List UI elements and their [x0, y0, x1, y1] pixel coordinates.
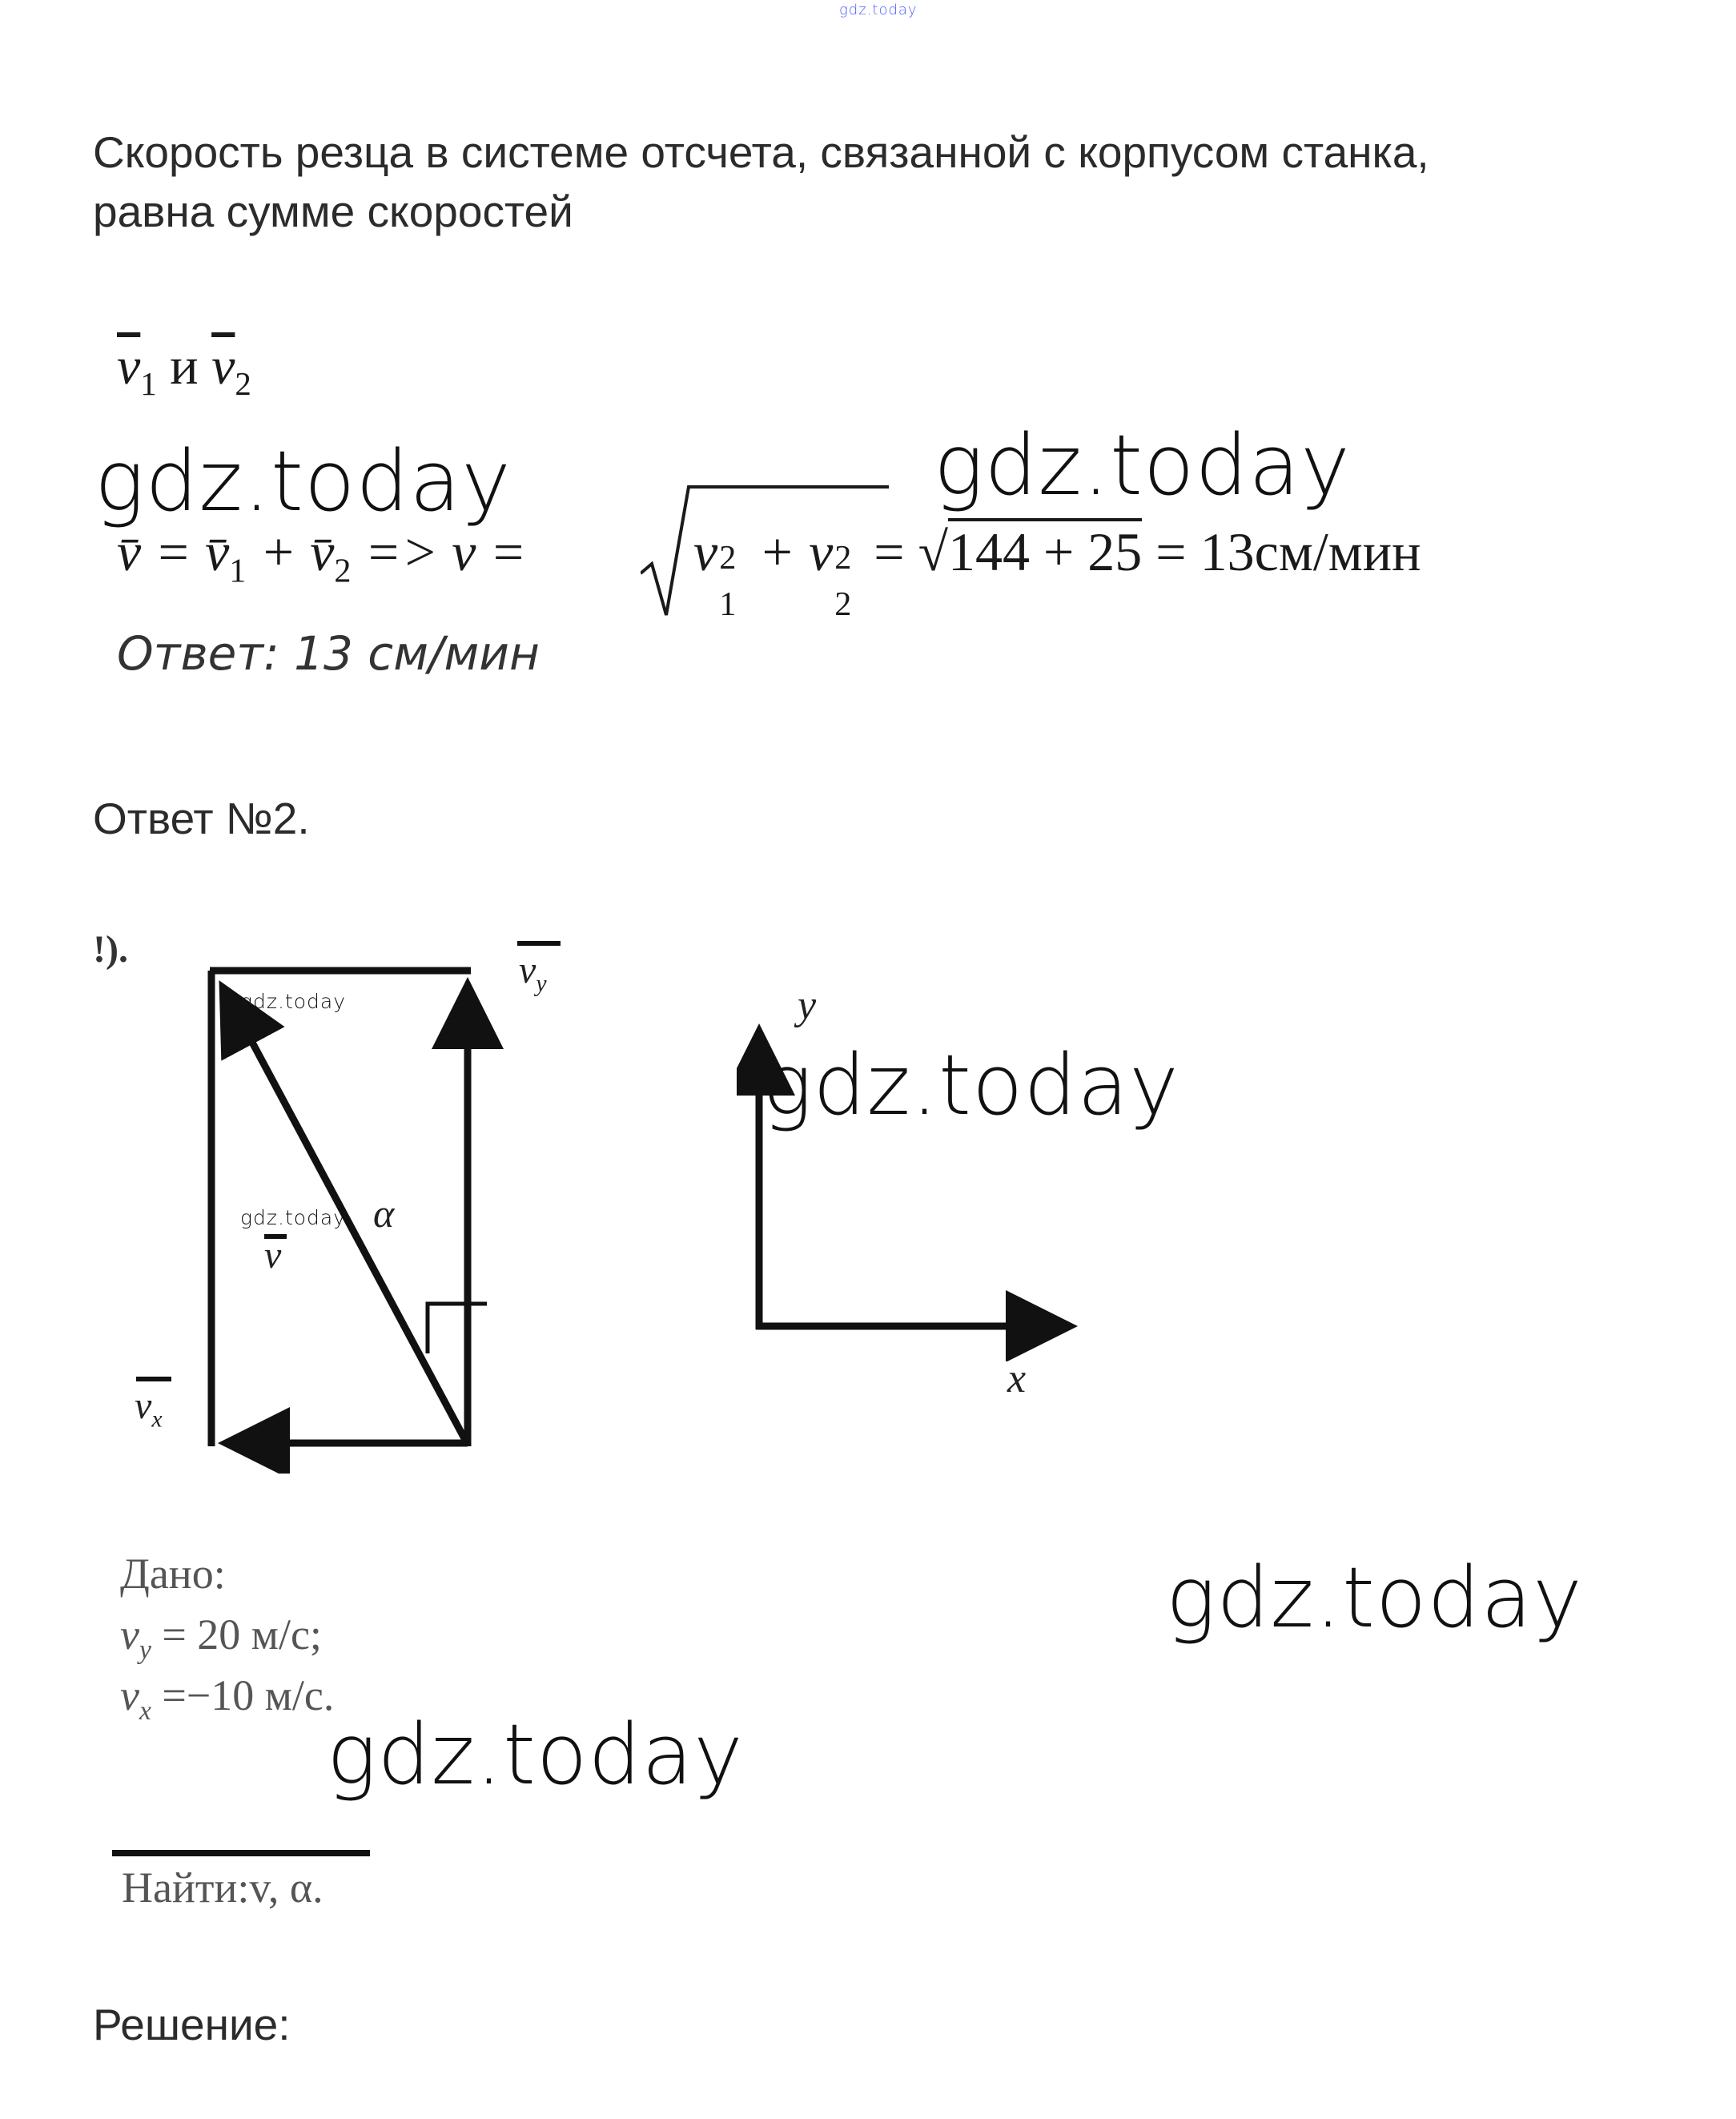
top-watermark: gdz.today [839, 2, 918, 18]
vy-letter: v [519, 949, 536, 991]
v1-sub: 1 [140, 366, 157, 403]
watermark-1: gdz.today [94, 432, 512, 530]
v-label: v [264, 1234, 282, 1277]
intro-line-1: Скорость резца в системе отсчета, связанной с корпусом станка, [93, 127, 1429, 177]
rad-v2-sub: 2 [834, 585, 852, 623]
watermark-5: gdz.today [327, 1706, 744, 1803]
watermark-3: gdz.today [762, 1036, 1179, 1134]
answer-heading: Ответ №2. [93, 794, 310, 843]
axis-x-label: x [1007, 1356, 1027, 1401]
v1-symbol: $\overline{v}$ [117, 337, 141, 396]
axis-y-label: y [798, 983, 817, 1028]
angle-mark [428, 1304, 487, 1353]
vx-letter: v [135, 1385, 152, 1427]
intro-line-2: равна сумме скоростей [93, 187, 573, 236]
formula-lhs: v̄ = v̄ [117, 521, 230, 582]
vx-subscript: x [151, 1405, 163, 1433]
rad-v1-sub: 1 [719, 585, 737, 623]
given-line-1-sub: y [139, 1634, 151, 1665]
solution-heading: Решение: [93, 2000, 291, 2049]
conjunction: и [170, 337, 199, 396]
find-line: Найти:v, α. [122, 1864, 323, 1912]
alpha-label: α [373, 1191, 395, 1236]
answer-1: Ответ: 13 см/мин [117, 626, 540, 681]
given-line-2-v: v [120, 1671, 139, 1719]
formula-lhs-sub2: 2 [334, 552, 352, 590]
given-find-separator [112, 1850, 370, 1856]
given-title: Дано: [120, 1550, 226, 1598]
given-line-1 [120, 1610, 322, 1666]
formula-implies: => v = [351, 521, 527, 582]
v2-sub: 2 [235, 366, 251, 403]
given-line-1-v: v [120, 1610, 139, 1659]
rad-plus: + v [745, 521, 834, 582]
formula-numbers: 144 + 25 [948, 518, 1142, 582]
watermark-small-2: gdz.today [240, 1206, 347, 1229]
formula-plus: + v̄ [246, 521, 335, 582]
formula-result: = 13см/мин [1142, 521, 1421, 582]
radical-content [693, 521, 1421, 623]
diagram-fragment-label: !). [93, 928, 128, 971]
watermark-2: gdz.today [934, 416, 1351, 514]
rad-v1-sup: 2 [719, 539, 737, 577]
given-line-2-rest: =−10 м/с. [151, 1671, 335, 1719]
vy-label [519, 948, 547, 998]
given-line-1-rest: = 20 м/с; [151, 1610, 322, 1659]
v2-symbol: $\overline{v}$ [211, 337, 235, 396]
rad-v2-sup: 2 [834, 539, 852, 577]
vy-subscript: y [536, 970, 547, 997]
given-line-2 [120, 1671, 334, 1727]
watermark-4: gdz.today [1166, 1549, 1583, 1647]
formula-lhs-sub1: 1 [229, 552, 247, 590]
watermark-small-1: gdz.today [240, 990, 347, 1013]
vectors-label [117, 336, 251, 403]
rad-v1: v [693, 521, 718, 582]
given-line-2-sub: x [139, 1695, 151, 1726]
formula-eq2: = √ [860, 521, 948, 582]
main-formula [117, 521, 526, 591]
vx-label [135, 1384, 163, 1433]
